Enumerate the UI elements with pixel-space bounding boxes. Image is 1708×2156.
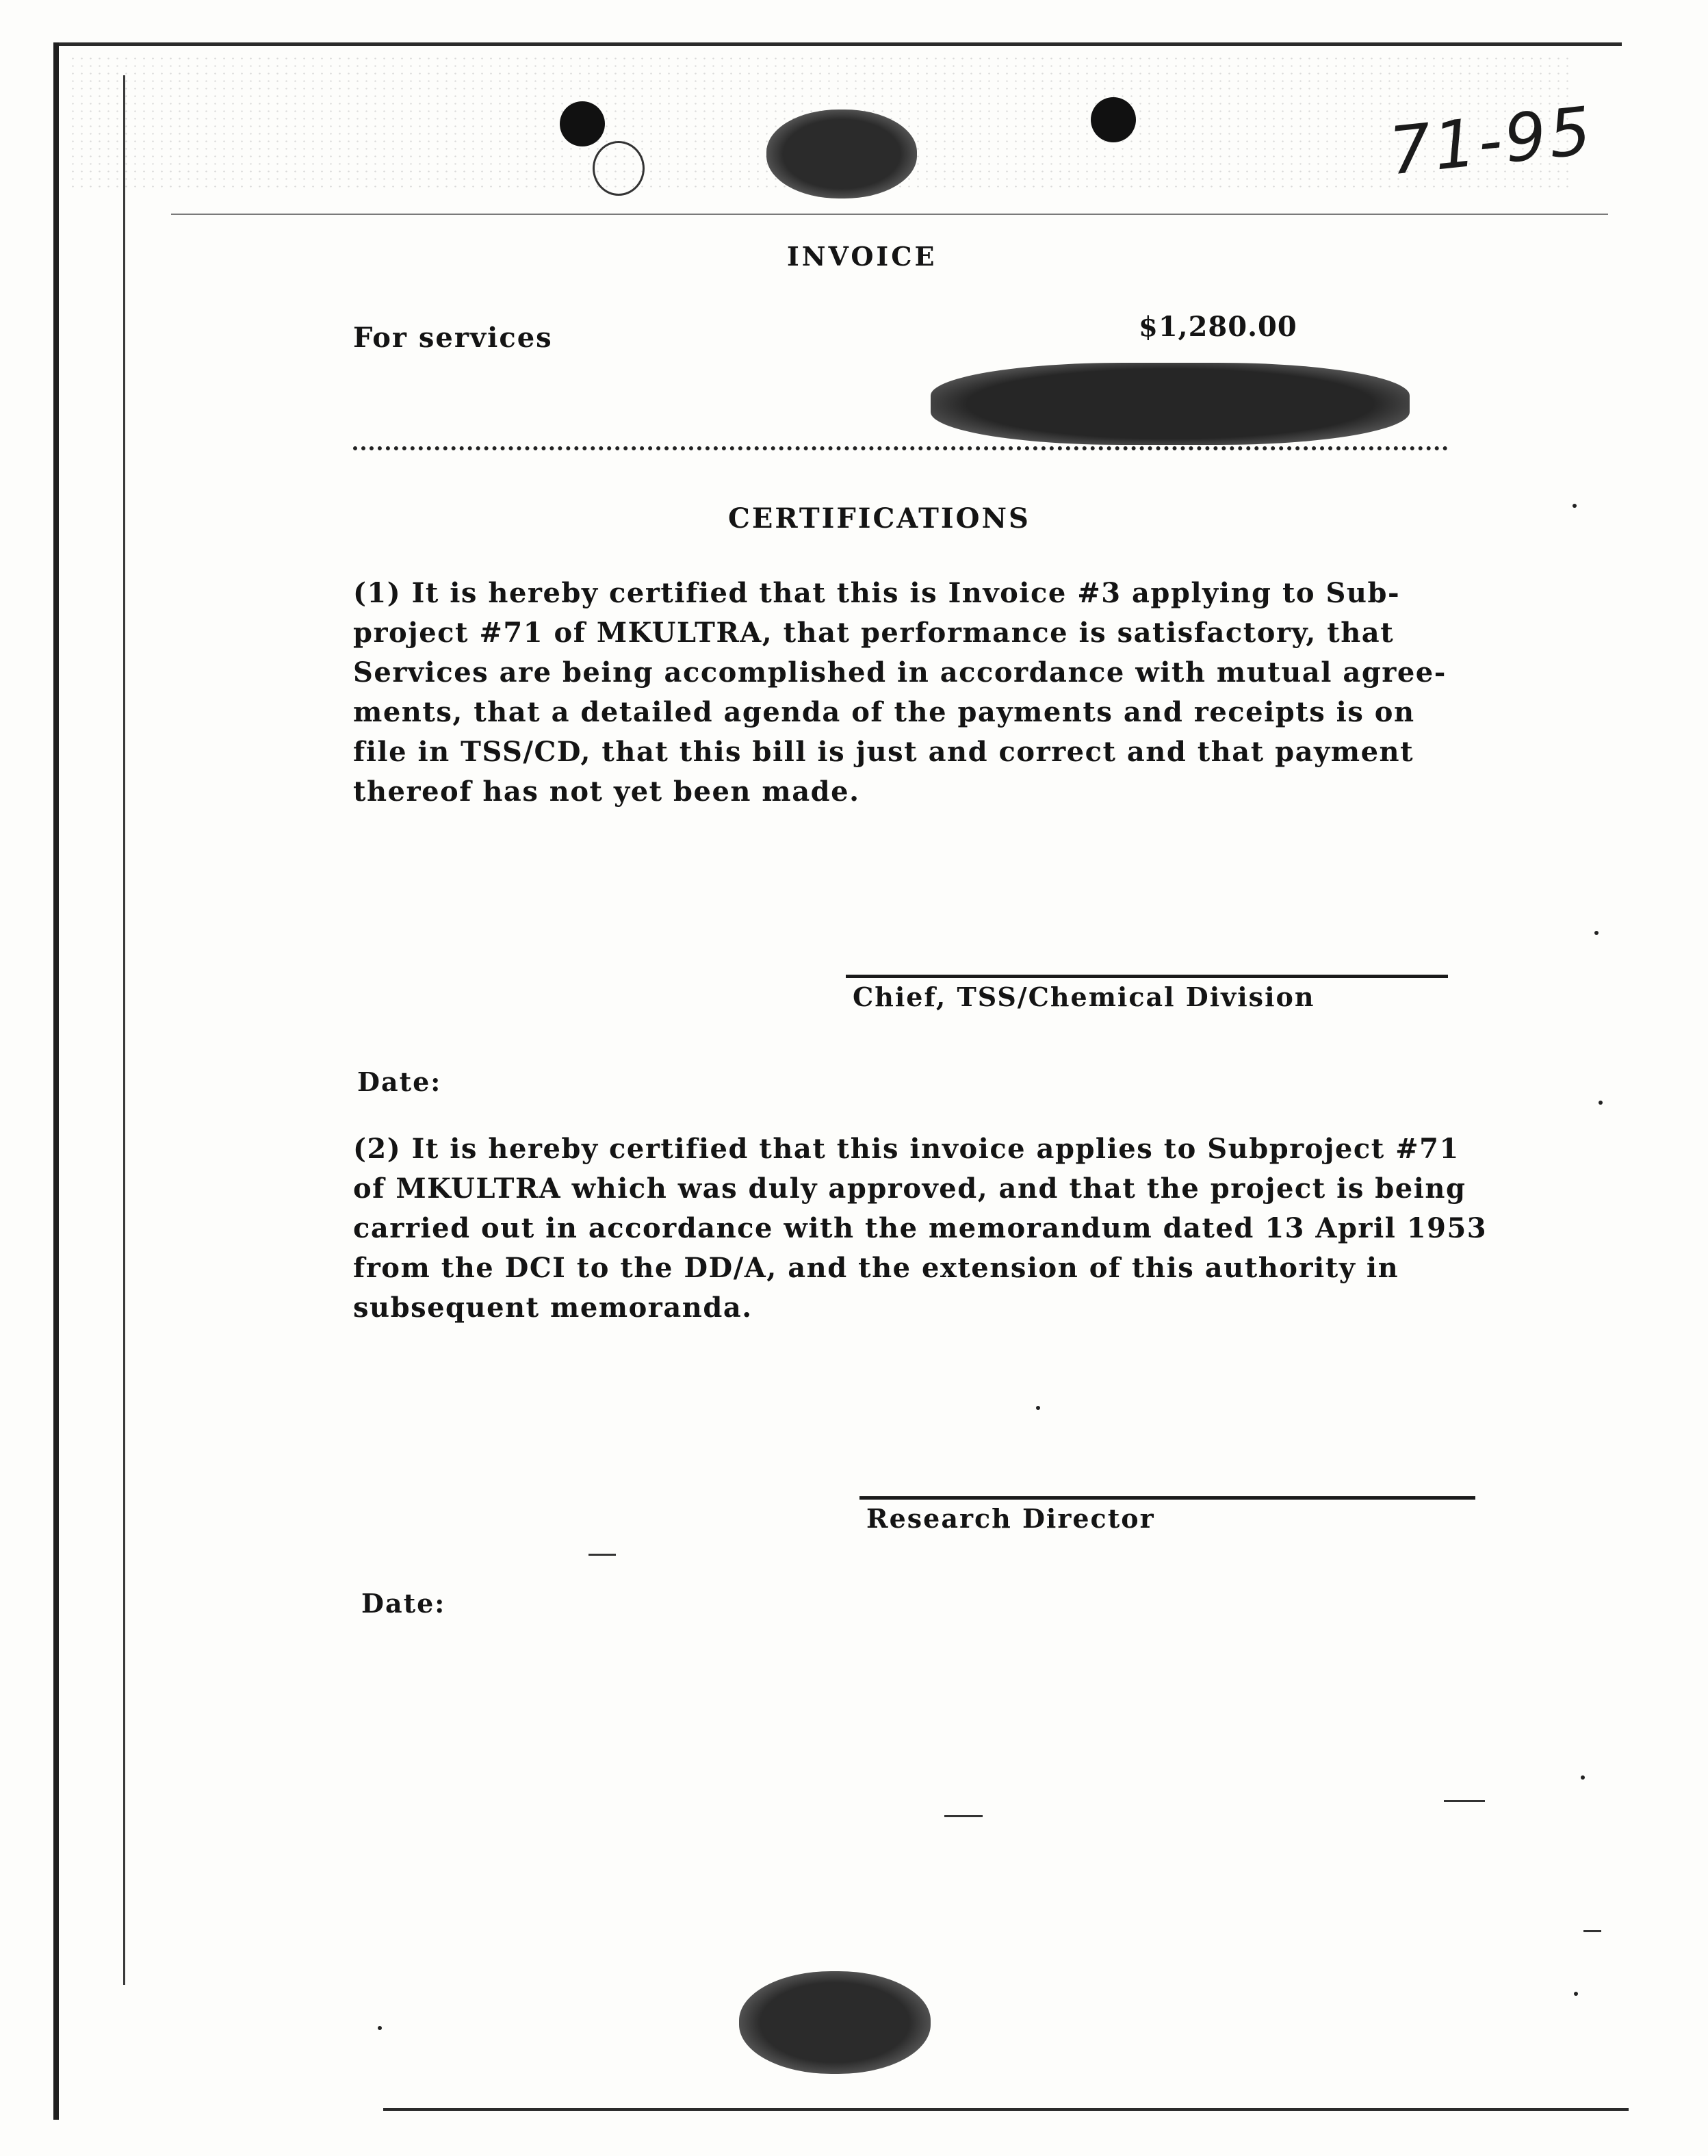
redaction-bottom [739, 1971, 931, 2074]
scan-speck [1573, 504, 1577, 508]
invoice-amount: $1,280.00 [1139, 311, 1297, 343]
scan-speck [378, 2026, 382, 2030]
top-edge-line [55, 42, 1622, 46]
punch-hole-ghost [593, 141, 645, 196]
certifications-heading: CERTIFICATIONS [728, 502, 1031, 535]
cert1-line: file in TSS/CD, that this bill is just and correct and that payment [353, 736, 1414, 768]
dotted-separator [353, 446, 1448, 454]
header-divider [171, 214, 1608, 215]
scan-mark [1444, 1800, 1485, 1802]
scan-speck [1599, 1101, 1603, 1105]
cert2-line: subsequent memoranda. [353, 1292, 753, 1324]
punch-hole-left [560, 101, 605, 146]
punch-hole-right [1091, 97, 1136, 142]
scan-speck [1581, 1775, 1585, 1780]
scan-mark [944, 1815, 983, 1817]
handwritten-reference: 71-95 [1385, 92, 1597, 190]
certification-2 [353, 1129, 1516, 1328]
left-margin-line [123, 75, 125, 1985]
cert2-line: (2) It is hereby certified that this invoice applies to Subproject #71 [353, 1133, 1460, 1165]
cert1-line: (1) It is hereby certified that this is Invoice #3 applying to Sub- [353, 577, 1401, 609]
scan-speck [1574, 1992, 1578, 1996]
for-services-label: For services [353, 322, 553, 354]
signature-1-label: Chief, TSS/Chemical Division [853, 981, 1315, 1012]
date-1-label: Date: [357, 1066, 442, 1097]
redaction-payee [931, 363, 1410, 445]
invoice-title: INVOICE [787, 241, 937, 272]
cert1-line: project #71 of MKULTRA, that performance is satisfactory, that [353, 617, 1395, 649]
cert1-line: ments, that a detailed agenda of the payments and receipts is on [353, 696, 1415, 728]
signature-line-1 [846, 975, 1448, 978]
scan-speck [1036, 1406, 1040, 1410]
redaction-top [766, 110, 917, 198]
cert1-line: Services are being accomplished in accordance with mutual agree- [353, 656, 1447, 689]
signature-line-2 [859, 1496, 1475, 1500]
scan-mark [588, 1554, 616, 1556]
cert2-line: carried out in accordance with the memorandum dated 13 April 1953 [353, 1212, 1488, 1244]
signature-2-label: Research Director [866, 1503, 1155, 1534]
bottom-edge-line [383, 2108, 1629, 2111]
cert1-line: thereof has not yet been made. [353, 775, 860, 808]
cert2-line: of MKULTRA which was duly approved, and that the project is being [353, 1172, 1466, 1205]
scan-speck [1594, 931, 1599, 935]
scan-mark [1583, 1930, 1601, 1932]
date-2-label: Date: [361, 1588, 446, 1619]
certification-1 [353, 574, 1516, 812]
cert2-line: from the DCI to the DD/A, and the extension of this authority in [353, 1252, 1399, 1284]
left-edge-line [53, 42, 59, 2120]
